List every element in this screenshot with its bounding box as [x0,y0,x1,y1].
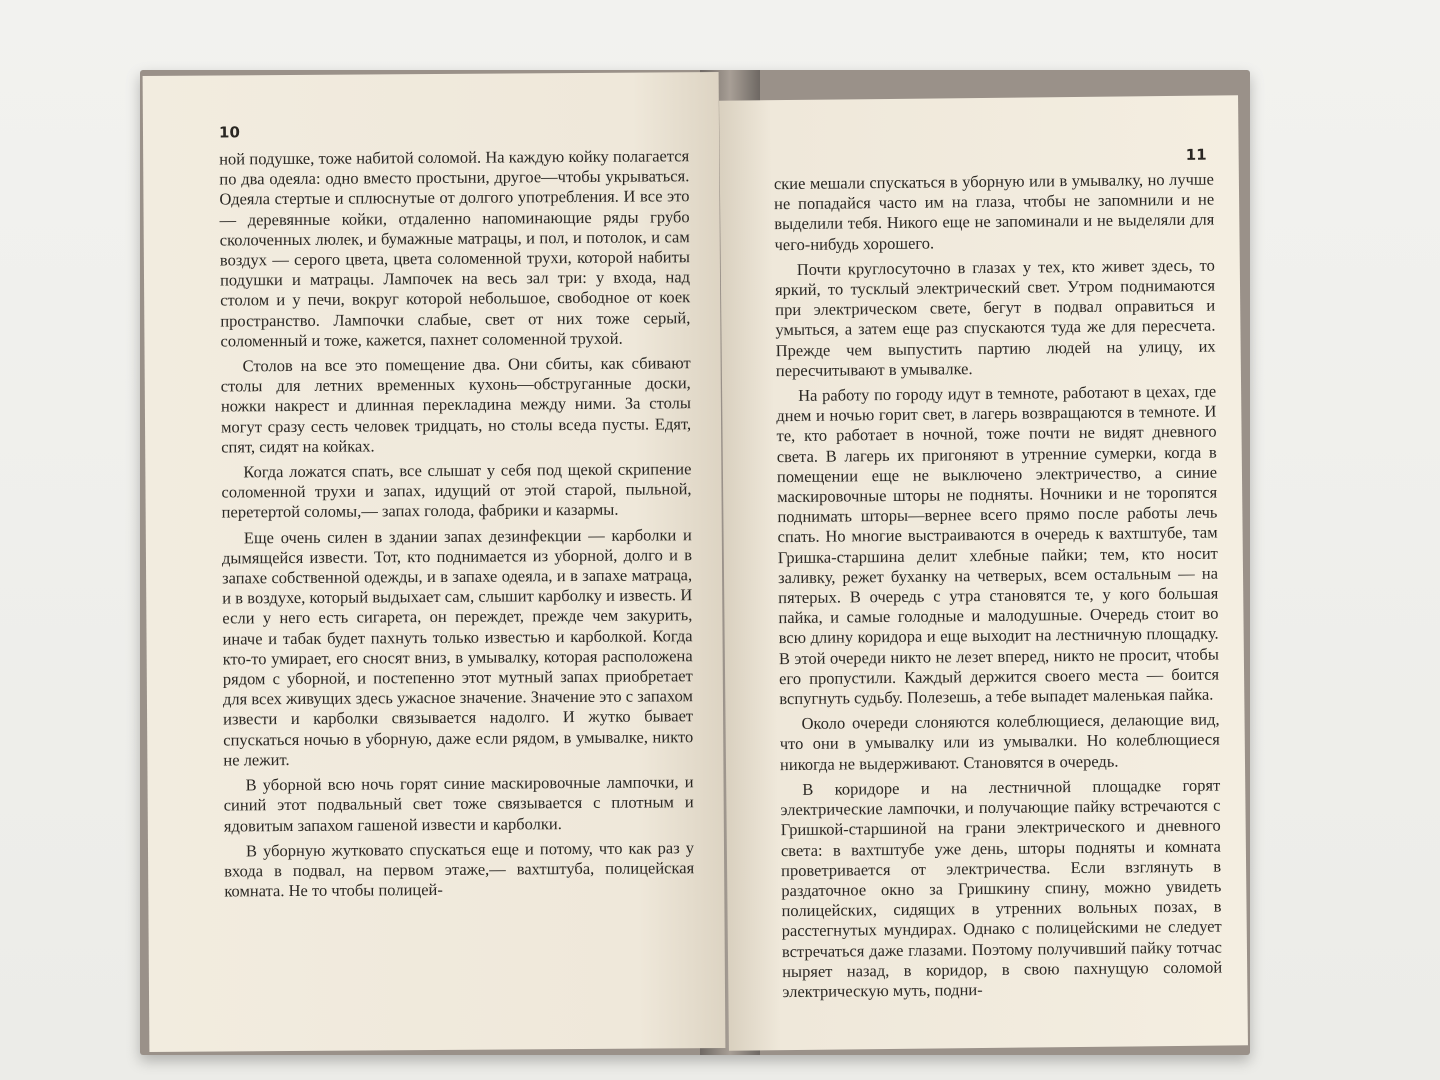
paragraph: ной подушке, тоже набитой соломой. На каждую койку полагается по два одеяла: одно вместо простыни, другое—чтобы укрываться. Одеяла стертые и сплюснутые от долгого употребления. И все это — деревянные койки, отдаленно напоминающие ряды грубо сколоченных люлек, и бумажные матрацы, и пол, и потолок, и сам воздух — серого цвета, цвета соломенной трухи, которой набиты подушки и матрацы. Лампочек на весь зал три: у входа, над столом и у печи, вокруг которой небольшое, свободное от коек пространство. Лампочки слабые, свет от них тоже серый, соломенный и тоже, кажется, пахнет соломенной трухой. [219,146,691,351]
paragraph: Когда ложатся спать, все слышат у себя под щекой скрипение соломенной трухи и запах, идущий от этой старой, пыльной, перетертой соломы,— запах голода, фабрики и казармы. [221,459,692,522]
paragraph: В коридоре и на лестничной площадке горят электрические лампочки, и получающие пайку встречаются с Гришкой-старшиной на грани электрического и дневного света: в вахтштубе уже день, шторы подняты и комната проветривается от электричества. Если взглянуть в раздаточное окно за Гришкину спину, можно увидеть полицейских, сидящих в утренних вольных позах, в расстегнутых мундирах. Однако с полицейскими не следует встречаться даже глазами. Поэтому получивший пайку тотчас ныряет назад, в коридор, в свою пахнущую соломой электрическую муть, подни- [780,775,1223,1002]
right-page [719,95,1248,1050]
paragraph: Около очереди слоняются колеблющиеся, делающие вид, что они в умывалку или из умывалки. Но колеблющиеся никогда не выдерживают. Становятся в очередь. [779,709,1220,774]
right-page-text [774,170,1223,1008]
paragraph: Столов на все это помещение два. Они сбиты, как сбивают столы для летних временных кухонь—обструганные доски, ножки накрест и длинная перекладина между ними. За столы могут сразу сесть человек тридцать, но столы вседа пусты. Едят, спят, сидят на койках. [220,353,692,457]
paragraph: На работу по городу идут в темноте, работают в цехах, где днем и ночью горит свет, в лагерь возвращаются в темноте. И те, кто работает в ночной, тоже почти не видят дневного света. В лагерь их пригоняют в утренние сумерки, когда в помещении еще не выключено электричество, а синие маскировочные шторы не подняты. Ночники и не торопятся поднимать шторы—вернее всего прямо после работы лечь спать. Но многие выстраиваются в очередь к вахтштубе, там Гришка-старшина делит хлебные пайки; тем, кто носит заливку, режет буханку на четверых, всем остальным — на пятерых. В очередь с утра становятся те, у кого большая пайка, и самые голодные и малодушные. Очередь стоит во всю длину коридора и еще выходит на лестничную площадку. В этой очереди никто не лезет вперед, никто не просит, чтобы его пропустили. Каждый держится своего места — боится вспугнуть судьбу. Полезешь, а тебе выпадет маленькая пайка. [776,381,1220,709]
paragraph: Почти круглосуточно в глазах у тех, кто живет здесь, то яркий, то тусклый электрический свет. Утром поднимаются при электрическом свете, бегут в подвал оправиться и умыться, а затем еще раз спускаются туда же для пересчета. Прежде чем выпустить партию людей на улицу, их пересчитывают в умывалке. [774,255,1216,380]
right-page-number: 11 [1185,145,1207,164]
paragraph: ские мешали спускаться в уборную или в умывалку, но лучше не попадайся часто им на глаза, чтобы не запомнили и не выделили тебя. Никого еще не запоминали и не выделяли для чего-нибудь хорошего. [773,169,1215,254]
left-page [143,72,726,1052]
paragraph: В уборной всю ночь горят синие маскировочные лампочки, и синий этот подвальный свет тоже связывается с плотным и ядовитым запахом гашеной извести и карболки. [223,772,694,835]
paragraph: В уборную жутковато спускаться еще и потому, что как раз у входа в подвал, на первом этаже,— вахтштуба, полицейская комната. Не то чтобы полицей- [224,837,695,901]
paragraph: Еще очень силен в здании запах дезинфекции — карболки и дымящейся извести. Тот, кто поднимается из уборной, долго и в запахе собственной одежды, и в запахе одеяла, и в запахе матраца, и в воздухе, который выдыхает сам, слышит карболку и известь. И если у него есть сигарета, он переждет, прежде чем закурить, иначе и табак будет пахнуть только известью и карболкой. Когда кто-то умирает, его сносят вниз, в умывалку, которая расположена рядом с уборной, и постепенно этот мутный запах приобретает для всех живущих здесь ужасное значение. Значение это с запахом извести и карболки связывается надолго. И жутко бывает спускаться ночью в уборную, даже если рядом, в умывалке, никто не лежит. [221,524,694,770]
left-page-number: 10 [218,123,240,142]
left-page-text [219,146,694,907]
